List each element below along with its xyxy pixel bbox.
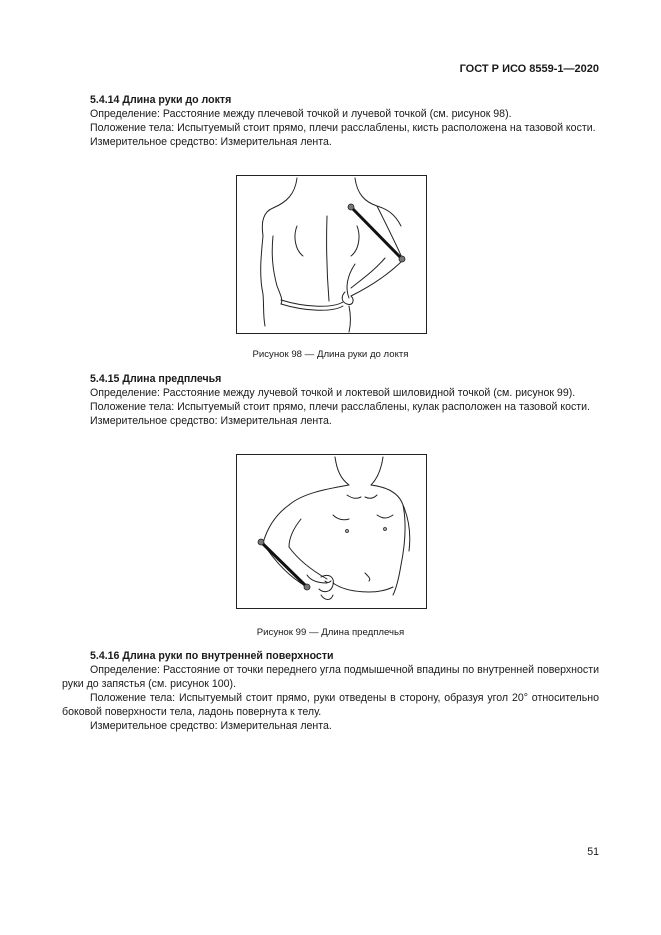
page-number: 51: [587, 846, 599, 858]
tool-text: Измерительное средство: Измерительная лента.: [90, 136, 332, 148]
section-title: 5.4.14 Длина руки до локтя: [90, 94, 232, 106]
definition-text: Определение: Расстояние от точки переднего угла подмышечной впадины по внутренней поверхности руки до запястья (см. рисунок 100).: [62, 664, 599, 690]
section-inner-arm-length: [62, 649, 599, 733]
radiale-point-marker: [258, 539, 264, 545]
back-view-illustration: [237, 176, 426, 333]
position-text: Положение тела: Испытуемый стоит прямо, плечи расслаблены, кисть расположена на тазовой кости.: [90, 122, 596, 134]
position-text: Положение тела: Испытуемый стоит прямо, плечи расслаблены, кулак расположен на тазовой кости.: [90, 401, 590, 413]
figure-99-front-view: [236, 454, 427, 609]
definition-text: Определение: Расстояние между лучевой точкой и локтевой шиловидной точкой (см. рисунок 99).: [90, 387, 576, 399]
figure-98-caption: Рисунок 98 — Длина руки до локтя: [252, 349, 409, 360]
acromion-point-marker: [348, 204, 354, 210]
section-arm-to-elbow: [62, 93, 599, 149]
section-forearm-length: [62, 372, 599, 428]
figure-98-back-view: [236, 175, 427, 334]
document-header: ГОСТ Р ИСО 8559-1—2020: [459, 63, 599, 75]
definition-text: Определение: Расстояние между плечевой точкой и лучевой точкой (см. рисунок 98).: [90, 108, 512, 120]
tool-text: Измерительное средство: Измерительная лента.: [90, 415, 332, 427]
position-text: Положение тела: Испытуемый стоит прямо, руки отведены в сторону, образуя угол 20° относительно боковой поверхности тела, ладонь повернута к телу.: [62, 692, 599, 718]
figure-99-caption: Рисунок 99 — Длина предплечья: [256, 627, 405, 638]
stylion-point-marker: [304, 584, 310, 590]
front-view-illustration: [237, 455, 426, 608]
tool-text: Измерительное средство: Измерительная лента.: [90, 720, 332, 732]
radiale-point-marker: [399, 256, 405, 262]
section-title: 5.4.15 Длина предплечья: [90, 373, 222, 385]
section-title: 5.4.16 Длина руки по внутренней поверхности: [90, 650, 334, 662]
